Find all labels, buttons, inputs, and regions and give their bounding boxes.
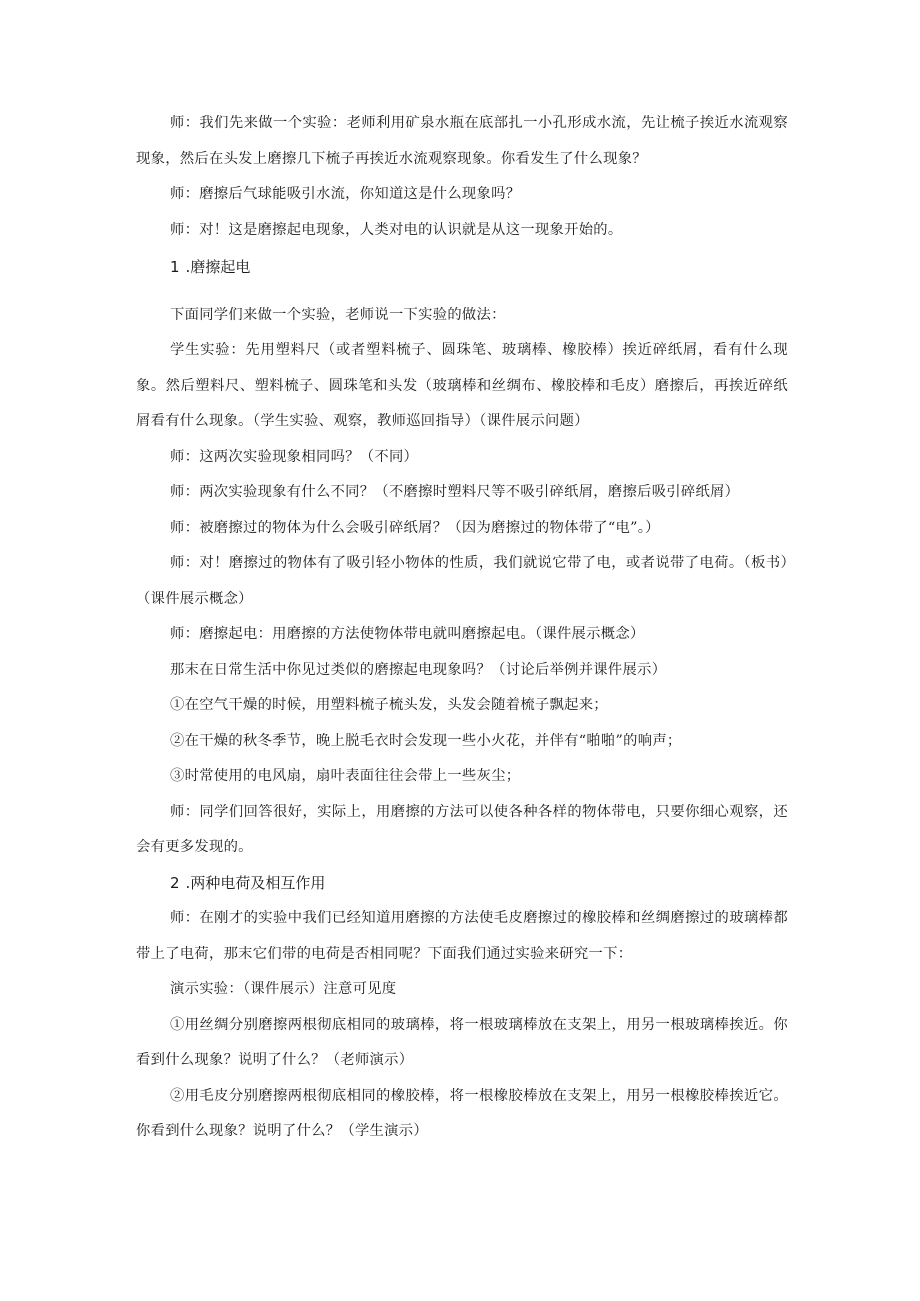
list-item: ②在干燥的秋冬季节，晚上脱毛衣时会发现一些小火花，并伴有“啪啪”的响声； bbox=[170, 732, 682, 749]
paragraph: 学生实验：先用塑料尺（或者塑料梳子、圆珠笔、玻璃棒、橡胶棒）挨近碎纸屑，看有什么现象。然后塑料尺、塑料梳子、圆珠笔和头发（玻璃棒和丝绸布、橡胶棒和毛皮）磨擦后，再挨近碎纸屑看有什么现象。（学生实验、观察，教师巡回指导）（课件展示问题） bbox=[136, 342, 788, 429]
paragraph: 师：我们先来做一个实验：老师利用矿泉水瓶在底部扎一小孔形成水流，先让梳子挨近水流观察现象，然后在头发上磨擦几下梳子再挨近水流观察现象。你看发生了什么现象？ bbox=[136, 115, 788, 167]
section-heading-1 bbox=[136, 250, 788, 286]
paragraph: 师：磨擦起电：用磨擦的方法使物体带电就叫磨擦起电。（课件展示概念） bbox=[170, 626, 645, 642]
document-body bbox=[136, 106, 788, 1150]
paragraph: 师：同学们回答很好，实际上，用磨擦的方法可以使各种各样的物体带电，只要你细心观察，还会有更多发现的。 bbox=[136, 803, 788, 855]
paragraph: 师：对！这是磨擦起电现象，人类对电的认识就是从这一现象开始的。 bbox=[170, 221, 623, 238]
paragraph: 演示实验：（课件展示）注意可见度 bbox=[170, 981, 397, 997]
list-item: ③时常使用的电风扇，扇叶表面往往会带上一些灰尘； bbox=[170, 768, 521, 784]
paragraph: 师：两次实验现象有什么不同？（不磨擦时塑料尺等不吸引碎纸屑，磨擦后吸引碎纸屑） bbox=[170, 484, 740, 500]
paragraph: 那末在日常生活中你见过类似的磨擦起电现象吗？（讨论后举例并课件展示） bbox=[170, 661, 667, 678]
section-number: 2 bbox=[170, 873, 180, 892]
list-item: ②用毛皮分别磨擦两根彻底相同的橡胶棒，将一根橡胶棒放在支架上，用另一根橡胶棒挨近它。你看到什么现象？说明了什么？（学生演示） bbox=[136, 1087, 788, 1139]
paragraph: 师：磨擦后气球能吸引水流，你知道这是什么现象吗？ bbox=[170, 186, 521, 202]
paragraph: 师：被磨擦过的物体为什么会吸引碎纸屑？（因为磨擦过的物体带了“电”。） bbox=[170, 519, 660, 536]
section-title: .两种电荷及相互作用 bbox=[185, 873, 326, 892]
section-title: .磨擦起电 bbox=[185, 258, 251, 276]
paragraph: 师：在刚才的实验中我们已经知道用磨擦的方法使毛皮磨擦过的橡胶棒和丝绸磨擦过的玻璃棒都带上了电荷，那末它们带的电荷是否相同呢？下面我们通过实验来研究一下： bbox=[136, 910, 788, 962]
paragraph: 师：这两次实验现象相同吗？（不同） bbox=[170, 448, 419, 465]
list-item: ①在空气干燥的时候，用塑料梳子梳头发，头发会随着梳子飘起来； bbox=[170, 697, 608, 713]
paragraph: 下面同学们来做一个实验，老师说一下实验的做法： bbox=[170, 306, 506, 323]
section-number: 1 bbox=[170, 258, 180, 276]
paragraph: 师：对！磨擦过的物体有了吸引轻小物体的性质，我们就说它带了电，或者说带了电荷。（板书）（课件展示概念） bbox=[136, 555, 788, 607]
section-heading-2 bbox=[136, 866, 788, 902]
list-item: ①用丝绸分别磨擦两根彻底相同的玻璃棒，将一根玻璃棒放在支架上，用另一根玻璃棒挨近。你看到什么现象？说明了什么？（老师演示） bbox=[136, 1016, 788, 1068]
